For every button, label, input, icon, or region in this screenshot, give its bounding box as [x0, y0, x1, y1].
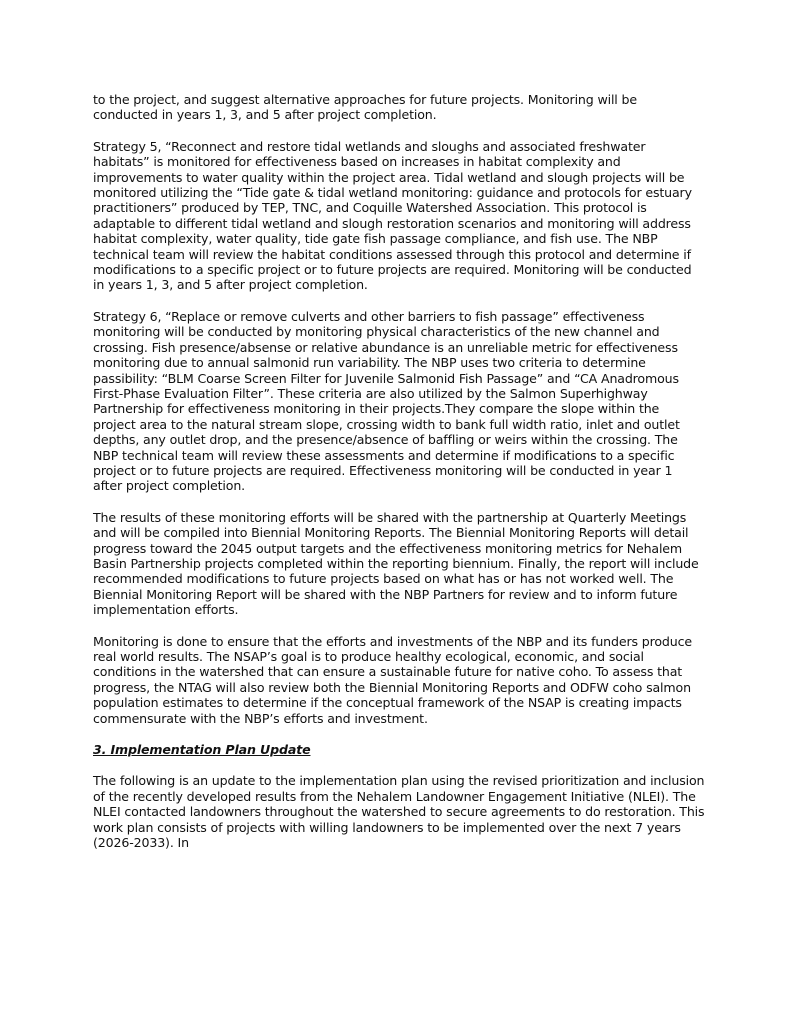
paragraph-monitoring-intro: to the project, and suggest alternative approaches for future projects. Monitoring will be conducted in years 1, 3, and 5 after project completion.	[93, 92, 637, 123]
paragraph-strategy-5: Strategy 5, “Reconnect and restore tidal wetlands and sloughs and associated freshwater habitats” is monitored for effectiveness based on increases in habitat complexity and improvements to water quality within the project area. Tidal wetland and slough projects will be monitored utilizing the “Tide gate & tidal wetland monitoring: guidance and protocols for estuary practitioners” produced by TEP, TNC, and Coquille Watershed Association. This protocol is adaptable to different tidal wetland and slough restoration scenarios and monitoring will address habitat complexity, water quality, tide gate fish passage compliance, and fish use. The NBP technical team will review the habitat conditions assessed through this protocol and determine if modifications to a specific project or to future projects are required. Monitoring will be conducted in years 1, 3, and 5 after project completion.	[93, 138, 692, 293]
paragraph-monitoring-purpose: Monitoring is done to ensure that the efforts and investments of the NBP and its funders produce real world results. The NSAP’s goal is to produce healthy ecological, economic, and social conditions in the watershed that can ensure a sustainable future for native coho. To assess that progress, the NTAG will also review both the Biennial Monitoring Reports and ODFW coho salmon population estimates to determine if the conceptual framework of the NSAP is creating impacts commensurate with the NBP’s efforts and investment.	[93, 633, 692, 726]
document-page	[93, 92, 705, 866]
paragraph-strategy-6: Strategy 6, “Replace or remove culverts and other barriers to fish passage” effectiveness monitoring will be conducted by monitoring physical characteristics of the new channel and crossing. Fish presence/absense or relative abundance is an unreliable metric for effectiveness monitoring due to annual salmonid run variability. The NBP uses two criteria to determine passibility: “BLM Coarse Screen Filter for Juvenile Salmonid Fish Passage” and “CA Anadromous First-Phase Evaluation Filter”. These criteria are also utilized by the Salmon Superhighway Partnership for effectiveness monitoring in their projects.They compare the slope within the project area to the natural stream slope, crossing width to bank full width ratio, inlet and outlet depths, any outlet drop, and the presence/absence of baffling or weirs within the crossing. The NBP technical team will review these assessments and determine if modifications to a specific project or to future projects are required. Effectiveness monitoring will be conducted in year 1 after project completion.	[93, 308, 680, 494]
paragraph-implementation-plan: The following is an update to the implementation plan using the revised prioritization and inclusion of the recently developed results from the Nehalem Landowner Engagement Initiative (NLEI). The NLEI contacted landowners throughout the watershed to secure agreements to do restoration. This work plan consists of projects with willing landowners to be implemented over the next 7 years (2026-2033). In	[93, 773, 705, 851]
section-heading-implementation-plan: 3. Implementation Plan Update	[93, 742, 311, 758]
paragraph-monitoring-results: The results of these monitoring efforts will be shared with the partnership at Quarterly Meetings and will be compiled into Biennial Monitoring Reports. The Biennial Monitoring Reports will detail progress toward the 2045 output targets and the effectiveness monitoring metrics for Nehalem Basin Partnership projects completed within the reporting biennium. Finally, the report will include recommended modifications to future projects based on what has or has not worked well. The Biennial Monitoring Report will be shared with the NBP Partners for review and to inform future implementation efforts.	[93, 509, 699, 618]
